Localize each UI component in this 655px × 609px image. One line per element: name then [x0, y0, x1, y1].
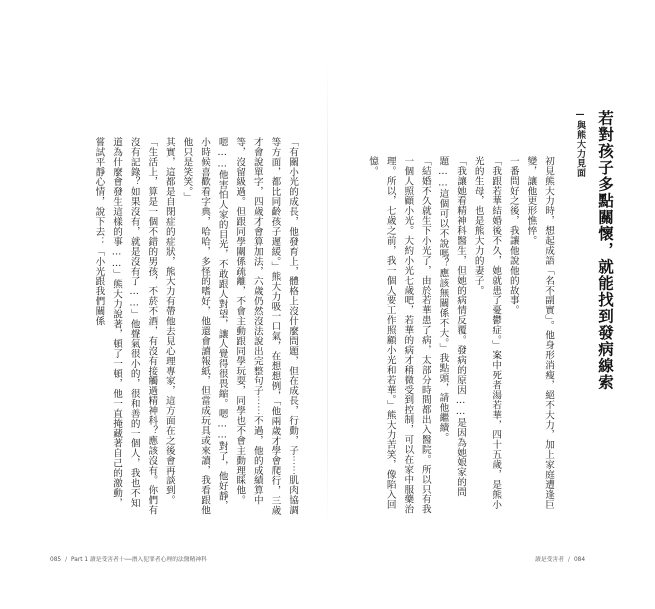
paragraph: 一番問好之後，我讓他說他的故事。: [507, 156, 519, 316]
paragraph: 其實，這都是自閉症的症狀，熊大力有帶他去見心理專家，這方面在之後會再談到。: [163, 137, 175, 506]
page-number: 084: [573, 557, 586, 563]
paragraph: 初見熊大力時，想起成語「名不副實」。他身形消瘦，絕不大力，加上家庭遭逢巨變，讓他更形憔悴。: [525, 156, 554, 510]
paragraph: 「結婚不久就生下小光了，由於若華患了病，太部分時間都出入醫院。所以只有我一個人照顧小光。大約小光七歲吧，若華的病才稍微受到控制，可以在家中服藥治理。所以，七歲之前，我一個人要工作照顧小光和若華。」熊大力苦笑，像陷入回憶。: [367, 156, 431, 515]
page-number: 085: [50, 557, 62, 563]
right-page-footer: 讀是受害者 / 084: [535, 557, 586, 563]
right-body-text: [363, 156, 557, 516]
paragraph: 「我讓她看精神科醫生，但她的病情反覆。發病的原因……是因為她娘家的問題……這個可以不說嗎？應該無關係不大。」我點頭，請他繼續。: [437, 156, 467, 498]
paragraph: 「有關小光的成長，他發育上，體格上沒什麼問題，但在成長，行動，子⋯⋯肌肉協調等方面，都比同齡孩子遲緩。」熊大力吸一口氣，在想想例，「他兩歲才學會爬行，三歲才會說單字，四歲才會算加法，六歲仍然沒法說出完整句子⋯⋯不過，他的成績算中等，沒留級過。但跟同學關係疏離，不會主動跟同學玩耍，同學也不會主動理睬他。嗯……他害怕人家的目光，不敢跟人對望，讓人覺得很畏縮。嗯……對了，他好靜，小時候喜歡看字典，哈哈，多怪的嗜好，他還會讀報紙，但當成玩具或來讀，我看跟他他只是笑笑。」: [181, 137, 298, 516]
section-title: 若對孩子多點關懷，就能找到發病線索: [596, 110, 614, 391]
section-subtitle: —與熊大力見面: [575, 110, 585, 178]
left-page-text-area: [0, 0, 301, 609]
paragraph: 「我跟若華結婚後不久，她就患了憂鬱症。」案中死者湯若華，四十五歲，是熊小光的生母，也是熊大力的妻子。: [472, 156, 502, 510]
running-header: Part 1 讀是受害者十──潛入犯罪者心理的法醫精神科: [71, 557, 207, 563]
left-body-text: [90, 137, 301, 517]
left-page: [0, 0, 327, 609]
left-page-footer: 085 / Part 1 讀是受害者十──潛入犯罪者心理的法醫精神科: [50, 557, 207, 563]
paragraph: 「生活上，算是一個不錯的男孩，不菸不酒，有沒有接觸過精神科？應該沒有。你們有沒有記錄？如果沒有，就是沒有了……」他聲氣很小的，很和善的一個人，我也不知道為什麼會發生這樣的事……」熊大力說著，頓了一頓，他一直掩藏著自己的激動，嘗試平靜心情，說下去：「小光跟我們關係: [93, 137, 158, 516]
running-header: 讀是受害者: [535, 557, 564, 563]
